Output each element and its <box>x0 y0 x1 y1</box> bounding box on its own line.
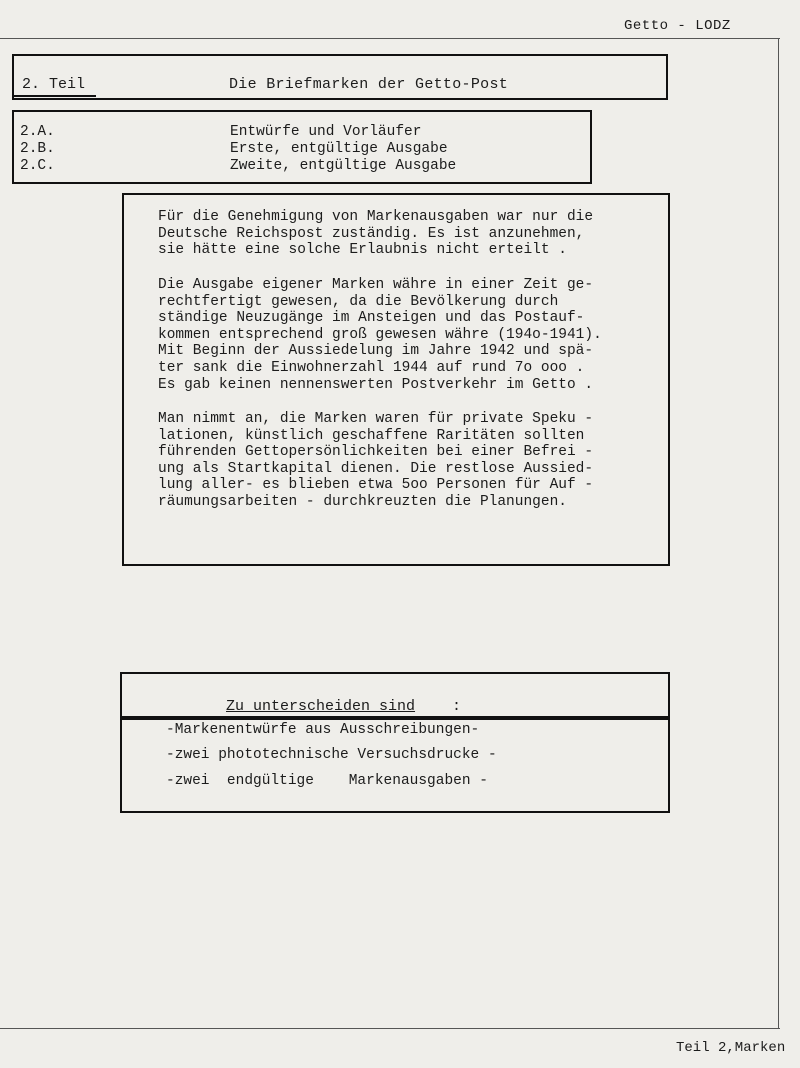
paragraph-speculation: Man nimmt an, die Marken waren für private Speku - lationen, künstlich geschaffene Raritäten sollten führenden Gettopersönlichkeiten bei einer Befrei - ung als Startkapital dienen. Die restlose Aussied- lung aller- es blieben etwa 5oo Personen für Auf - räumungsarbeiten - durchkreuzten die Planungen. <box>158 411 594 510</box>
toc-label: Entwürfe und Vorläufer <box>230 124 422 140</box>
toc-item <box>20 141 448 157</box>
list-item: -zwei phototechnische Versuchsdrucke - <box>166 747 497 763</box>
toc-item <box>20 124 421 140</box>
distinguish-heading-box <box>120 672 670 718</box>
page-header: Getto - LODZ <box>624 18 731 34</box>
toc-label: Erste, entgültige Ausgabe <box>230 141 448 157</box>
page-footer: Teil 2,Marken <box>676 1040 786 1056</box>
paragraph-justification: Die Ausgabe eigener Marken währe in einer Zeit ge- rechtfertigt gewesen, da die Bevölkerung durch ständige Neuzugänge im Ansteigen und das Postauf- kommen entsprechend groß gewesen währe (194o-1941). Mit Beginn der Aussiedelung im Jahre 1942 und spä- ter sank die Einwohnerzahl 1944 auf rund 7o ooo . Es gab keinen nennenswerten Postverkehr im Getto . <box>158 277 602 393</box>
table-of-contents-box <box>12 110 592 184</box>
toc-item <box>20 158 456 174</box>
toc-label: Zweite, entgültige Ausgabe <box>230 158 457 174</box>
section-title: Die Briefmarken der Getto-Post <box>229 76 509 93</box>
section-number: 2. Teil <box>22 76 86 93</box>
toc-code: 2.A. <box>20 124 55 140</box>
bottom-rule <box>0 1028 780 1029</box>
right-rule <box>778 38 779 1028</box>
paragraph-approval: Für die Genehmigung von Markenausgaben war nur die Deutsche Reichspost zuständig. Es ist anzunehmen, sie hätte eine solche Erlaubnis nicht erteilt . <box>158 209 594 259</box>
toc-code: 2.B. <box>20 141 55 157</box>
top-rule <box>0 38 780 39</box>
section-number-underline <box>14 95 96 97</box>
distinguish-colon: : <box>452 698 462 715</box>
distinguish-list-box <box>120 718 670 813</box>
section-title-box <box>12 54 668 100</box>
distinguish-label: Zu unterscheiden sind <box>226 698 416 715</box>
list-item: -zwei endgültige Markenausgaben - <box>166 773 488 789</box>
list-item: -Markenentwürfe aus Ausschreibungen- <box>166 722 480 738</box>
body-text-box <box>122 193 670 566</box>
toc-code: 2.C. <box>20 158 55 174</box>
